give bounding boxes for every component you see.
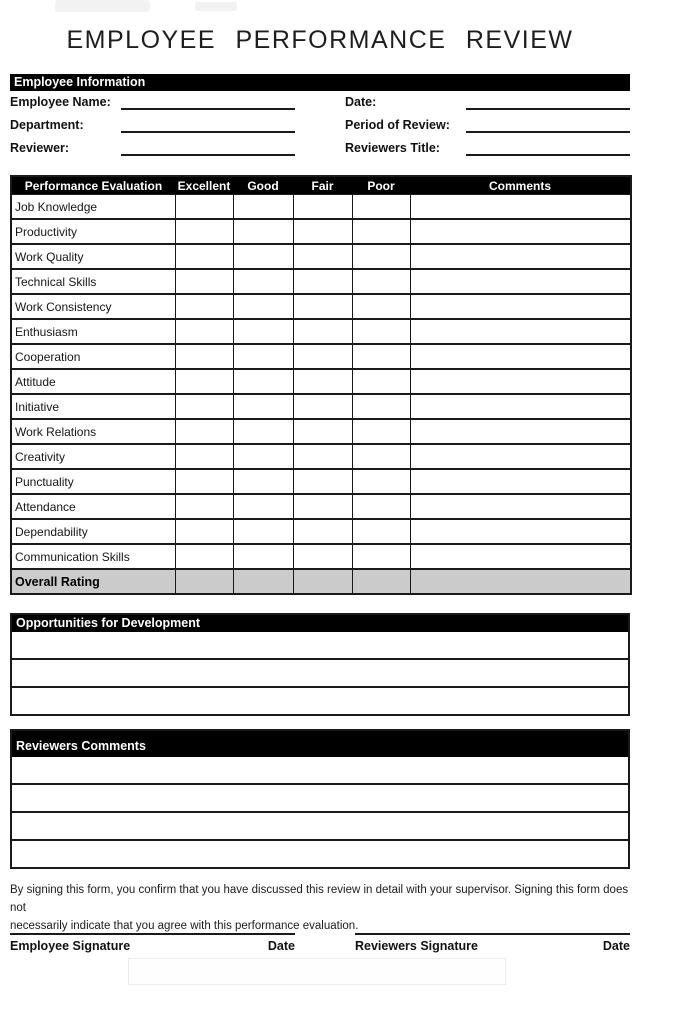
date-label: Date — [267, 939, 295, 953]
rating-cell-excellent[interactable] — [175, 394, 233, 419]
rating-cell-good[interactable] — [233, 269, 293, 294]
employee-signature-block[interactable] — [10, 933, 295, 953]
field-department — [10, 117, 295, 133]
rating-cell-poor[interactable] — [352, 219, 410, 244]
rating-cell-poor[interactable] — [352, 319, 410, 344]
reviewer-input-line[interactable] — [121, 140, 295, 156]
blank-write-in-row[interactable] — [12, 632, 628, 660]
table-row — [11, 494, 631, 519]
rating-cell-excellent[interactable] — [175, 269, 233, 294]
comments-cell[interactable] — [410, 269, 631, 294]
rating-cell-fair[interactable] — [293, 394, 352, 419]
comments-cell[interactable] — [410, 369, 631, 394]
reviewers-signature-block[interactable] — [355, 933, 630, 953]
field-period-of-review — [345, 117, 630, 133]
rating-cell-fair[interactable] — [293, 519, 352, 544]
rating-cell-fair[interactable] — [293, 244, 352, 269]
row-label: Work Quality — [11, 244, 175, 269]
table-row — [11, 244, 631, 269]
field-label: Employee Name: — [10, 95, 111, 109]
period-of-review-input-line[interactable] — [466, 117, 630, 133]
rating-cell-poor[interactable] — [352, 444, 410, 469]
table-row — [11, 469, 631, 494]
rating-cell-fair[interactable] — [293, 369, 352, 394]
reviewers-comments-section — [10, 729, 630, 869]
row-label: Attendance — [11, 494, 175, 519]
rating-cell-good[interactable] — [233, 544, 293, 569]
opportunities-for-development-section — [10, 613, 630, 716]
rating-cell-fair[interactable] — [293, 569, 352, 594]
table-row — [11, 444, 631, 469]
employee-name-input-line[interactable] — [121, 94, 295, 110]
section-bar-opportunities: Opportunities for Development — [12, 615, 628, 632]
comments-cell[interactable] — [410, 444, 631, 469]
rating-cell-poor[interactable] — [352, 394, 410, 419]
field-date — [345, 94, 630, 110]
rating-cell-poor[interactable] — [352, 419, 410, 444]
rating-cell-poor[interactable] — [352, 344, 410, 369]
table-header-row — [11, 176, 631, 195]
row-label: Work Relations — [11, 419, 175, 444]
row-label: Productivity — [11, 219, 175, 244]
rating-cell-fair[interactable] — [293, 219, 352, 244]
section-title: Employee Information — [14, 75, 146, 89]
rating-cell-excellent[interactable] — [175, 219, 233, 244]
comments-cell[interactable] — [410, 419, 631, 444]
column-header-excellent: Excellent — [175, 176, 233, 195]
comments-cell[interactable] — [410, 394, 631, 419]
rating-cell-good[interactable] — [233, 419, 293, 444]
rating-cell-poor[interactable] — [352, 269, 410, 294]
rating-cell-poor[interactable] — [352, 294, 410, 319]
section-bar-reviewers-comments: Reviewers Comments — [12, 731, 628, 757]
comments-cell[interactable] — [410, 244, 631, 269]
table-row — [11, 195, 631, 220]
rating-cell-good[interactable] — [233, 519, 293, 544]
rating-cell-good[interactable] — [233, 569, 293, 594]
faint-placeholder-box — [128, 958, 506, 985]
rating-cell-good[interactable] — [233, 244, 293, 269]
rating-cell-good[interactable] — [233, 195, 293, 220]
comments-cell[interactable] — [410, 219, 631, 244]
rating-cell-poor[interactable] — [352, 369, 410, 394]
rating-cell-good[interactable] — [233, 469, 293, 494]
comments-cell[interactable] — [410, 319, 631, 344]
comments-cell[interactable] — [410, 544, 631, 569]
rating-cell-excellent[interactable] — [175, 569, 233, 594]
performance-evaluation-table — [10, 175, 632, 595]
rating-cell-poor[interactable] — [352, 519, 410, 544]
rating-cell-poor[interactable] — [352, 244, 410, 269]
field-label: Date: — [345, 95, 377, 109]
blank-write-in-row[interactable] — [12, 785, 628, 813]
rating-cell-fair[interactable] — [293, 494, 352, 519]
table-row — [11, 219, 631, 244]
field-label: Period of Review: — [345, 118, 450, 132]
field-label: Reviewers Title: — [345, 141, 440, 155]
comments-cell[interactable] — [410, 294, 631, 319]
rating-cell-excellent[interactable] — [175, 444, 233, 469]
row-label: Communication Skills — [11, 544, 175, 569]
field-reviewers-title — [345, 140, 630, 156]
table-row — [11, 269, 631, 294]
blank-write-in-row[interactable] — [12, 688, 628, 714]
date-input-line[interactable] — [466, 94, 630, 110]
rating-cell-poor[interactable] — [352, 569, 410, 594]
rating-cell-fair[interactable] — [293, 469, 352, 494]
column-header-poor: Poor — [352, 176, 410, 195]
overall-rating-row — [11, 569, 631, 594]
row-label: Initiative — [11, 394, 175, 419]
section-bar-employee-information — [10, 74, 630, 91]
table-row — [11, 419, 631, 444]
comments-cell[interactable] — [410, 519, 631, 544]
reviewers-signature-label: Reviewers Signature — [355, 939, 478, 953]
rating-cell-poor[interactable] — [352, 469, 410, 494]
rating-cell-poor[interactable] — [352, 494, 410, 519]
table-row — [11, 294, 631, 319]
rating-cell-excellent[interactable] — [175, 419, 233, 444]
comments-cell[interactable] — [410, 569, 631, 594]
rating-cell-fair[interactable] — [293, 319, 352, 344]
comments-cell[interactable] — [410, 344, 631, 369]
row-label: Creativity — [11, 444, 175, 469]
column-header-good: Good — [233, 176, 293, 195]
scan-artifact — [195, 2, 237, 11]
rating-cell-excellent[interactable] — [175, 519, 233, 544]
blank-write-in-row[interactable] — [12, 813, 628, 841]
rating-cell-excellent[interactable] — [175, 494, 233, 519]
rating-cell-poor[interactable] — [352, 544, 410, 569]
row-label: Technical Skills — [11, 269, 175, 294]
comments-cell[interactable] — [410, 195, 631, 220]
rating-cell-fair[interactable] — [293, 294, 352, 319]
rating-cell-good[interactable] — [233, 444, 293, 469]
column-header-performance-evaluation: Performance Evaluation — [11, 176, 175, 195]
row-label: Attitude — [11, 369, 175, 394]
rating-cell-excellent[interactable] — [175, 244, 233, 269]
rating-cell-fair[interactable] — [293, 544, 352, 569]
rating-cell-fair[interactable] — [293, 419, 352, 444]
blank-write-in-row[interactable] — [12, 757, 628, 785]
row-label: Job Knowledge — [11, 195, 175, 220]
rating-cell-excellent[interactable] — [175, 469, 233, 494]
rating-cell-good[interactable] — [233, 344, 293, 369]
row-label: Work Consistency — [11, 294, 175, 319]
table-row — [11, 344, 631, 369]
reviewers-title-input-line[interactable] — [466, 140, 630, 156]
page-title: EMPLOYEE PERFORMANCE REVIEW — [66, 26, 574, 54]
rating-cell-excellent[interactable] — [175, 294, 233, 319]
rating-cell-excellent[interactable] — [175, 344, 233, 369]
scan-artifact — [55, 0, 150, 12]
blank-write-in-row[interactable] — [12, 841, 628, 867]
employee-signature-label: Employee Signature — [10, 939, 131, 953]
field-employee-name — [10, 94, 295, 110]
field-reviewer — [10, 140, 295, 156]
overall-rating-label: Overall Rating — [11, 569, 175, 594]
table-row — [11, 319, 631, 344]
row-label: Dependability — [11, 519, 175, 544]
rating-cell-good[interactable] — [233, 494, 293, 519]
table-row — [11, 544, 631, 569]
row-label: Punctuality — [11, 469, 175, 494]
table-row — [11, 519, 631, 544]
rating-cell-good[interactable] — [233, 319, 293, 344]
rating-cell-good[interactable] — [233, 294, 293, 319]
department-input-line[interactable] — [121, 117, 295, 133]
table-row — [11, 369, 631, 394]
rating-cell-excellent[interactable] — [175, 319, 233, 344]
rating-cell-good[interactable] — [233, 219, 293, 244]
comments-cell[interactable] — [410, 494, 631, 519]
table-row — [11, 394, 631, 419]
rating-cell-fair[interactable] — [293, 444, 352, 469]
field-label: Reviewer: — [10, 141, 70, 155]
rating-cell-excellent[interactable] — [175, 369, 233, 394]
row-label: Enthusiasm — [11, 319, 175, 344]
rating-cell-good[interactable] — [233, 394, 293, 419]
row-label: Cooperation — [11, 344, 175, 369]
comments-cell[interactable] — [410, 469, 631, 494]
rating-cell-fair[interactable] — [293, 269, 352, 294]
blank-write-in-row[interactable] — [12, 660, 628, 688]
rating-cell-fair[interactable] — [293, 195, 352, 220]
date-label: Date — [602, 939, 630, 953]
rating-cell-excellent[interactable] — [175, 195, 233, 220]
column-header-comments: Comments — [410, 176, 631, 195]
rating-cell-fair[interactable] — [293, 344, 352, 369]
signing-disclaimer-text: By signing this form, you confirm that you have discussed this review in detail with your supervisor. Signing this form does not necessarily indicate that you agree with this performance evaluation. — [10, 884, 629, 932]
rating-cell-good[interactable] — [233, 369, 293, 394]
field-label: Department: — [10, 118, 84, 132]
rating-cell-excellent[interactable] — [175, 544, 233, 569]
column-header-fair: Fair — [293, 176, 352, 195]
rating-cell-poor[interactable] — [352, 195, 410, 220]
